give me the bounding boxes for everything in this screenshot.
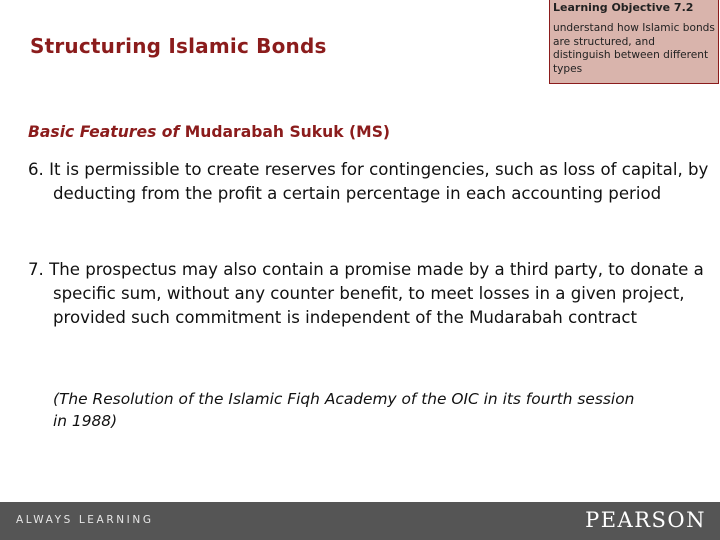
footer-tagline: ALWAYS LEARNING bbox=[16, 514, 154, 526]
learning-objective-box bbox=[549, 0, 719, 84]
citation-text: (The Resolution of the Islamic Fiqh Academy of the OIC in its fourth session in 1988) bbox=[53, 390, 635, 430]
list-item: 7. The prospectus may also contain a promise made by a third party, to donate a specific sum, without any counter benefit, to meet losses in a given project, provided such commitment is independent of the Mudarabah contract bbox=[28, 260, 704, 327]
learning-objective-text: understand how Islamic bonds are structured, and distinguish between different types bbox=[553, 22, 715, 75]
subtitle-prefix: Basic Features of bbox=[28, 123, 185, 141]
pearson-logo: PEARSON bbox=[585, 508, 706, 532]
section-subtitle bbox=[28, 123, 390, 141]
subtitle-emphasis: Mudarabah Sukuk (MS) bbox=[184, 123, 391, 141]
list-item: 6. It is permissible to create reserves for contingencies, such as loss of capital, by deducting from the profit a certain percentage in each accounting period bbox=[28, 160, 709, 203]
learning-objective-heading: Learning Objective 7.2 bbox=[553, 1, 694, 14]
footer-bar bbox=[0, 502, 720, 540]
slide-title: Structuring Islamic Bonds bbox=[30, 34, 327, 58]
